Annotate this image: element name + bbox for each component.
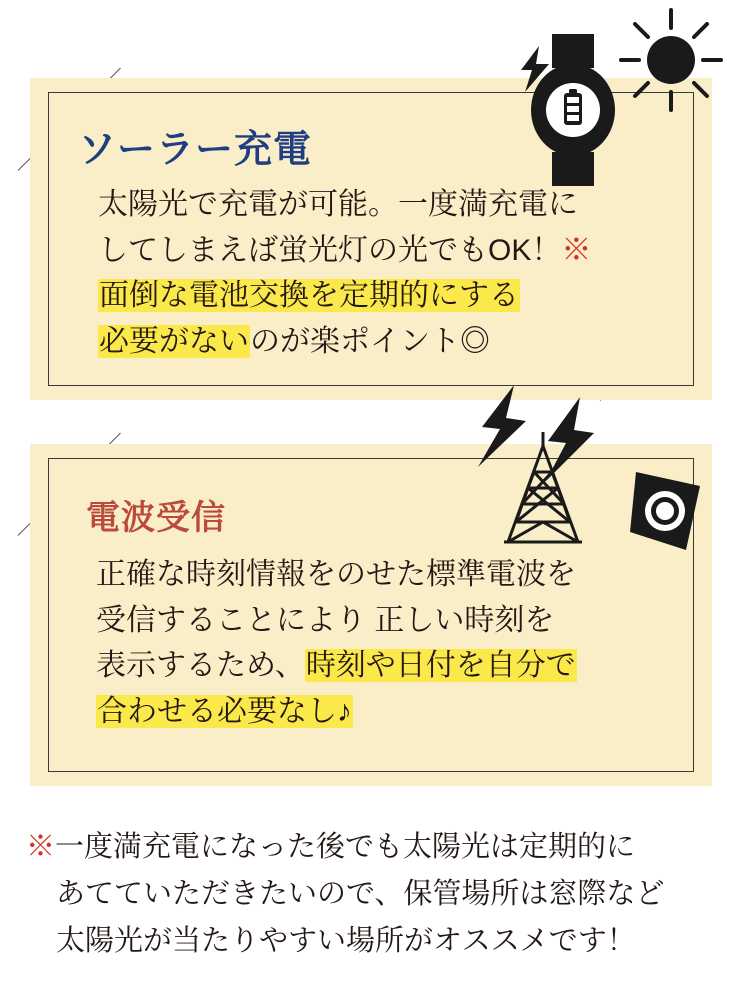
body-line: してしまえば蛍光灯の光でもOK！※ (98, 233, 592, 267)
body-line: 表示するため、時刻や日付を自分で (96, 649, 576, 683)
radio-tower-icon (478, 430, 608, 560)
footnote (26, 824, 726, 965)
highlighted-text: 合わせる必要なし♪ (97, 694, 352, 728)
body-line: 正確な時刻情報をのせた標準電波を (96, 558, 576, 591)
radio-watch-icon (628, 466, 708, 556)
footnote-line: 太陽光が当たりやすい場所がオススメです！ (56, 924, 636, 957)
section-body-solar (98, 182, 591, 364)
footnote-line: あてていただきたいので、保管場所は窓際など (56, 877, 665, 910)
body-line (98, 273, 591, 319)
reference-mark: ※ (561, 233, 592, 267)
body-line: 必要がないのが楽ポイント◎ (99, 324, 490, 358)
body-line: 太陽光で充電が可能。一度満充電に (98, 188, 578, 221)
body-line: 受信することにより 正しい時刻を (96, 603, 555, 637)
highlighted-text: 必要がない (99, 324, 249, 358)
footnote-line: ※一度満充電になった後でも太陽光は定期的に (26, 831, 636, 863)
section-body-radio (96, 552, 577, 734)
body-line (96, 689, 577, 735)
section-title-radio: 電波受信 (86, 499, 226, 537)
sun-icon (616, 6, 726, 116)
reference-mark: ※ (26, 831, 56, 863)
lightning-bolt-icon (515, 46, 555, 92)
highlighted-text: 時刻や日付を自分で (305, 649, 576, 683)
highlighted-text: 面倒な電池交換を定期的にする (99, 279, 519, 313)
section-title-solar: ソーラー充電 (78, 129, 313, 171)
